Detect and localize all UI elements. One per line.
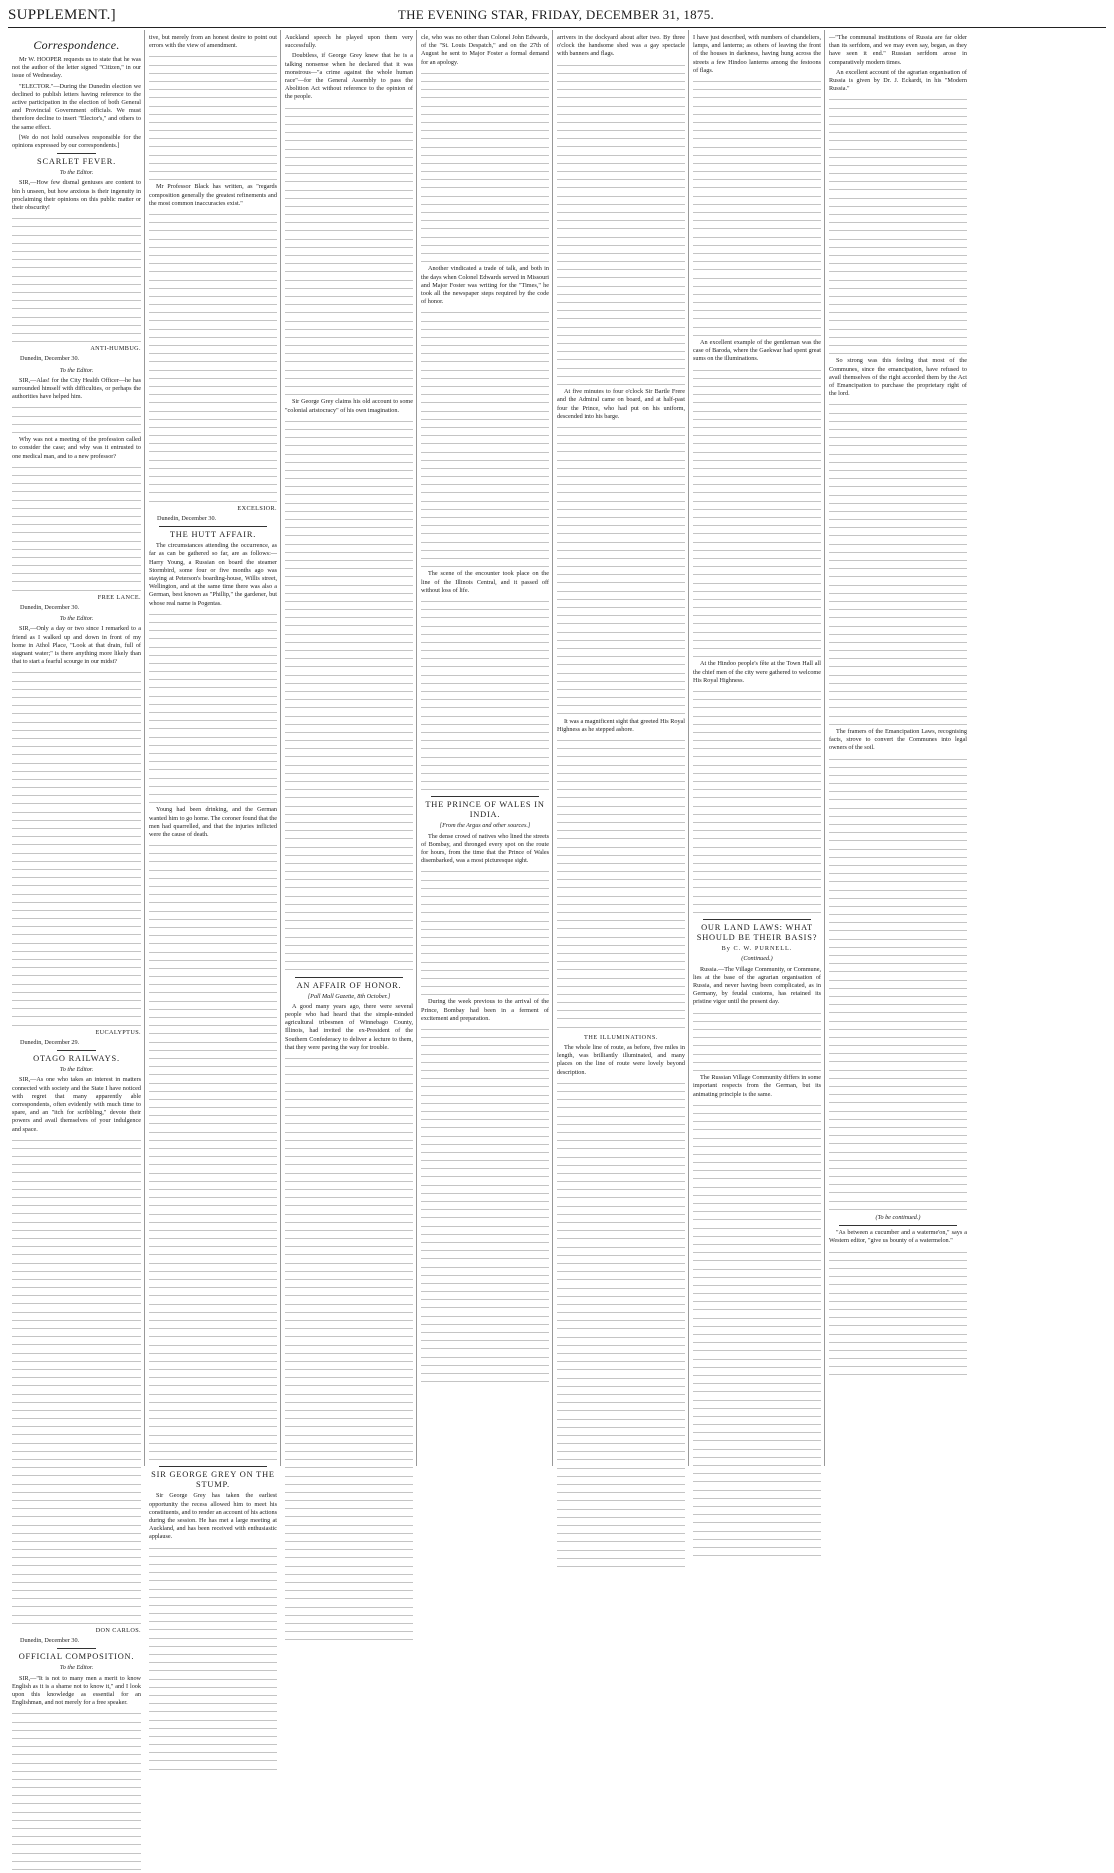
article-text: cle, who was no other than Colonel John Edwards, of the "St. Louis Despatch," and on the 27th of August he sent to Major Foster a formal demand for an apology.	[421, 34, 549, 66]
letter-signature: FREE LANCE.	[97, 593, 141, 601]
article-text: The Russian Village Community differs in some important respects from the German, but its animating principle is the same.	[693, 1074, 821, 1098]
article-text: A good many years ago, there were several people who had heard that the simple-minded agricultural tribesmen of Winnebago County, Illinois, had invited the ex-President of the Southern Confederacy to deliver a lecture to them, that they were paving the way for trouble.	[285, 1002, 413, 1051]
notice-hooper: Mr W. HOOPER requests us to state that he was not the author of the letter signed "Citizen," in our issue of Wednesday.	[12, 56, 141, 80]
to-the-editor: To the Editor.	[59, 1664, 94, 1672]
to-the-editor: To the Editor.	[59, 615, 94, 623]
article-text: tive, but merely from an honest desire to point out errors with the view of amendment.	[149, 34, 277, 50]
supplement-label: SUPPLEMENT.]	[8, 6, 116, 23]
letter-text: SIR,—Alas! for the City Health Officer—he has surrounded himself with difficulties, or perhaps the authorities have helped him.	[12, 376, 141, 401]
column-1	[8, 30, 144, 1707]
article-text: The dense crowd of natives who lined the streets of Bombay, and thronged every spot on the route for hours, from the time that the Prince of Wales disembarked, was a most picturesque sight.	[421, 832, 549, 865]
letter-text: SIR,—Only a day or two since I remarked to a friend as I walked up and down in front of my home in Athol Place, "Look at that drain, full of stagnant water;" is there anything more likely than that to start a fearful scourge in our midst?	[12, 625, 141, 666]
article-heading-prince-of-wales: THE PRINCE OF WALES IN INDIA.	[425, 800, 545, 820]
subsection-heading-illuminations: THE ILLUMINATIONS.	[583, 1033, 659, 1041]
masthead-title: THE EVENING STAR, FRIDAY, DECEMBER 31, 1875.	[397, 7, 715, 22]
letter-signature: ANTI-HUMBUG.	[90, 345, 141, 353]
letter-text: SIR,—As one who takes an interest in matters connected with society and the State I have noticed with regret that many apparently able correspondents, often evidently with much time to spare, and an "itch for scribbling," devote their powers and avail themselves of your indulgence and space.	[12, 1076, 141, 1133]
letter-dateline: Dunedin, December 30.	[20, 355, 80, 363]
columns-container	[8, 30, 1106, 1707]
divider	[431, 796, 539, 797]
column-4	[416, 30, 552, 1466]
article-text: The framers of the Emancipation Laws, recognising facts, strove to convert the Communes into legal owners of the soil.	[829, 727, 967, 752]
divider	[295, 977, 403, 978]
article-heading-otago-railways: OTAGO RAILWAYS.	[33, 1054, 120, 1064]
correspondence-heading: Correspondence.	[33, 38, 120, 52]
to-the-editor: To the Editor.	[59, 366, 94, 374]
article-heading-official-composition: OFFICIAL COMPOSITION.	[18, 1652, 135, 1662]
article-text: Doubtless, if George Grey knew that he is a talking nonsense when he declared that it was monstrous—"a crime against the whole human race"—for the General Assembly to pass the Abolition Act without reference to the opinion of the people.	[285, 52, 413, 101]
letter-text: SIR,—How few dismal geniuses are content to bin h unseen, but how anxious is their ingenuity in proclaiming their opinions on this public matter or their obscurity!	[12, 179, 141, 212]
article-text: An excellent account of the agrarian organisation of Russia is given by Dr. J. Eckardt, in his "Modern Russia."	[829, 68, 967, 93]
article-source: [From the Argus and other sources.]	[439, 822, 531, 830]
letter-dateline: Dunedin, December 30.	[157, 514, 217, 522]
column-2	[144, 30, 280, 1541]
letter-text: SIR,—"It is not to many men a merit to know English as it is a shame not to know it," and I look upon this knowledge as essential for an Englishman, and not merely for a free speaker.	[12, 1674, 141, 1707]
article-continued-note: (Continued.)	[741, 955, 773, 963]
article-text: An excellent example of the gentleman was the case of Baroda, where the Gaekwar had spent great sums on the illuminations.	[693, 339, 821, 363]
article-text: Another vindicated a trade of talk, and both in the days when Colonel Edwards served in Missouri and Major Foster was writing for the "Times," he took all the newspaper steps required by the code of honor.	[421, 265, 549, 306]
letter-dateline: Dunedin, December 30.	[20, 604, 80, 612]
article-heading-land-laws: OUR LAND LAWS: WHAT SHOULD BE THEIR BASIS?	[696, 923, 818, 943]
letter-text: Why was not a meeting of the profession called to consider the case; and why was it entrusted to one medical man, and to a new professor?	[12, 436, 141, 460]
divider	[839, 1225, 957, 1226]
column-6	[688, 30, 824, 1466]
article-text: So strong was this feeling that most of the Communes, since the emancipation, have refused to avail themselves of the right accorded them by the Act of Emancipation to purchase the proprietary right of the lord.	[829, 357, 967, 398]
article-text: I have just described, with numbers of chandeliers, lamps, and lanterns; as others of leaving the front of the houses in darkness, having hung across the streets a few Hindoo lanterns among the festoons of flags.	[693, 34, 821, 74]
article-text: arrivers in the dockyard about after two. By three o'clock the handsome shed was a gay spectacle with banners and flags.	[557, 34, 685, 58]
article-text: The whole line of route, as before, five miles in length, was brilliantly illuminated, and many places on the line of route were lovely beyond description.	[557, 1044, 685, 1076]
column-3	[280, 30, 416, 1466]
article-text: Young had been drinking, and the German wanted him to go home. The coroner found that the men had quarrelled, and that the injuries inflicted were the cause of death.	[149, 806, 277, 838]
column-5	[552, 30, 688, 1466]
article-source: [Pall Mall Gazette, 8th October.]	[307, 992, 391, 1000]
article-text: Sir George Grey has taken the earliest opportunity the recess allowed him to meet his constituents, and to render an account of his actions during the session. He has met a large meeting at Auckland, and has been received with enthusiastic applause.	[149, 1492, 278, 1541]
article-text: It was a magnificent sight that greeted His Royal Highness as he stepped ashore.	[557, 717, 685, 733]
article-to-be-continued: (To be continued.)	[875, 1214, 921, 1222]
article-text: At five minutes to four o'clock Sir Bartle Frere and the Admiral came on board, and at half-past four the Prince, who had put on his uniform, descended into his barge.	[557, 388, 685, 420]
article-text: The scene of the encounter took place on the line of the Illinois Central, and it passed off without loss of life.	[421, 570, 549, 594]
article-text: Sir George Grey claims his old account to some "colonial aristocracy" of his own imagination.	[285, 398, 413, 414]
divider	[159, 1466, 267, 1467]
to-the-editor: To the Editor.	[59, 1066, 94, 1074]
divider	[703, 919, 811, 920]
letter-signature: DON CARLOS.	[95, 1626, 141, 1634]
masthead	[8, 4, 1106, 26]
divider	[57, 153, 96, 154]
article-text: Russia.—The Village Community, or Commune, lies at the base of the agrarian organisation of Russia, and never having been complicated, as in Germany, by feudal customs, has retained its pristine vigor until the present day.	[693, 965, 821, 1006]
divider	[57, 1050, 96, 1051]
article-heading-affair-of-honor: AN AFFAIR OF HONOR.	[296, 980, 402, 990]
masthead-rule	[8, 27, 1106, 28]
article-text: The circumstances attending the occurrence, as far as can be gathered so far, are as follows:—Harry Young, a Russian on board the steamer Stormbird, some four or five months ago was staying at Peterson's boarding-house, Willis street, Wellington, and at the same time there was also a German, best known as "Phillip," the gardener, but whose real name is Pogentas.	[149, 542, 277, 607]
article-heading-hutt-affair: THE HUTT AFFAIR.	[169, 530, 257, 540]
article-text: Mr Professor Black has written, as "regards composition generally the greatest refinements and the most common inaccuracies exist."	[149, 183, 277, 207]
divider	[159, 526, 267, 527]
article-text: At the Hindoo people's fête at the Town Hall all the chief men of the city were gathered to welcome His Royal Highness.	[693, 660, 821, 684]
divider	[57, 1648, 96, 1649]
column-7	[824, 30, 970, 1466]
paragraph-item: "As between a cucumber and a waterme'on," says a Western editor, "give us bounty of a watermelon."	[829, 1229, 967, 1245]
letter-dateline: Dunedin, December 29.	[20, 1038, 80, 1046]
article-text: —"The communal institutions of Russia are far older than its serfdom, and we may even say, began, as they have seen it end." Russian serfdom arose in comparatively modern times.	[829, 34, 967, 66]
article-text: During the week previous to the arrival of the Prince, Bombay had been in a ferment of excitement and preparation.	[421, 998, 549, 1022]
article-byline: By C. W. PURNELL.	[721, 945, 793, 953]
to-the-editor: To the Editor.	[59, 169, 94, 177]
disclaimer: [We do not hold ourselves responsible for the opinions expressed by our correspondents.]	[12, 133, 141, 150]
letter-dateline: Dunedin, December 30.	[20, 1637, 80, 1645]
letter-signature: EUCALYPTUS.	[95, 1028, 141, 1036]
article-heading-grey-stump: SIR GEORGE GREY ON THE STUMP.	[151, 1470, 275, 1490]
article-text: Auckland speech he played upon them very successfully.	[285, 34, 413, 50]
notice-elector: "ELECTOR."—During the Dunedin election we declined to publish letters having reference to the active participation in the election of both General and Provincial Government officials. We must therefore decline to insert "Elector's," and others to the same effect.	[12, 82, 141, 131]
article-heading-scarlet-fever: SCARLET FEVER.	[37, 157, 116, 167]
letter-signature: EXCELSIOR.	[237, 504, 277, 512]
